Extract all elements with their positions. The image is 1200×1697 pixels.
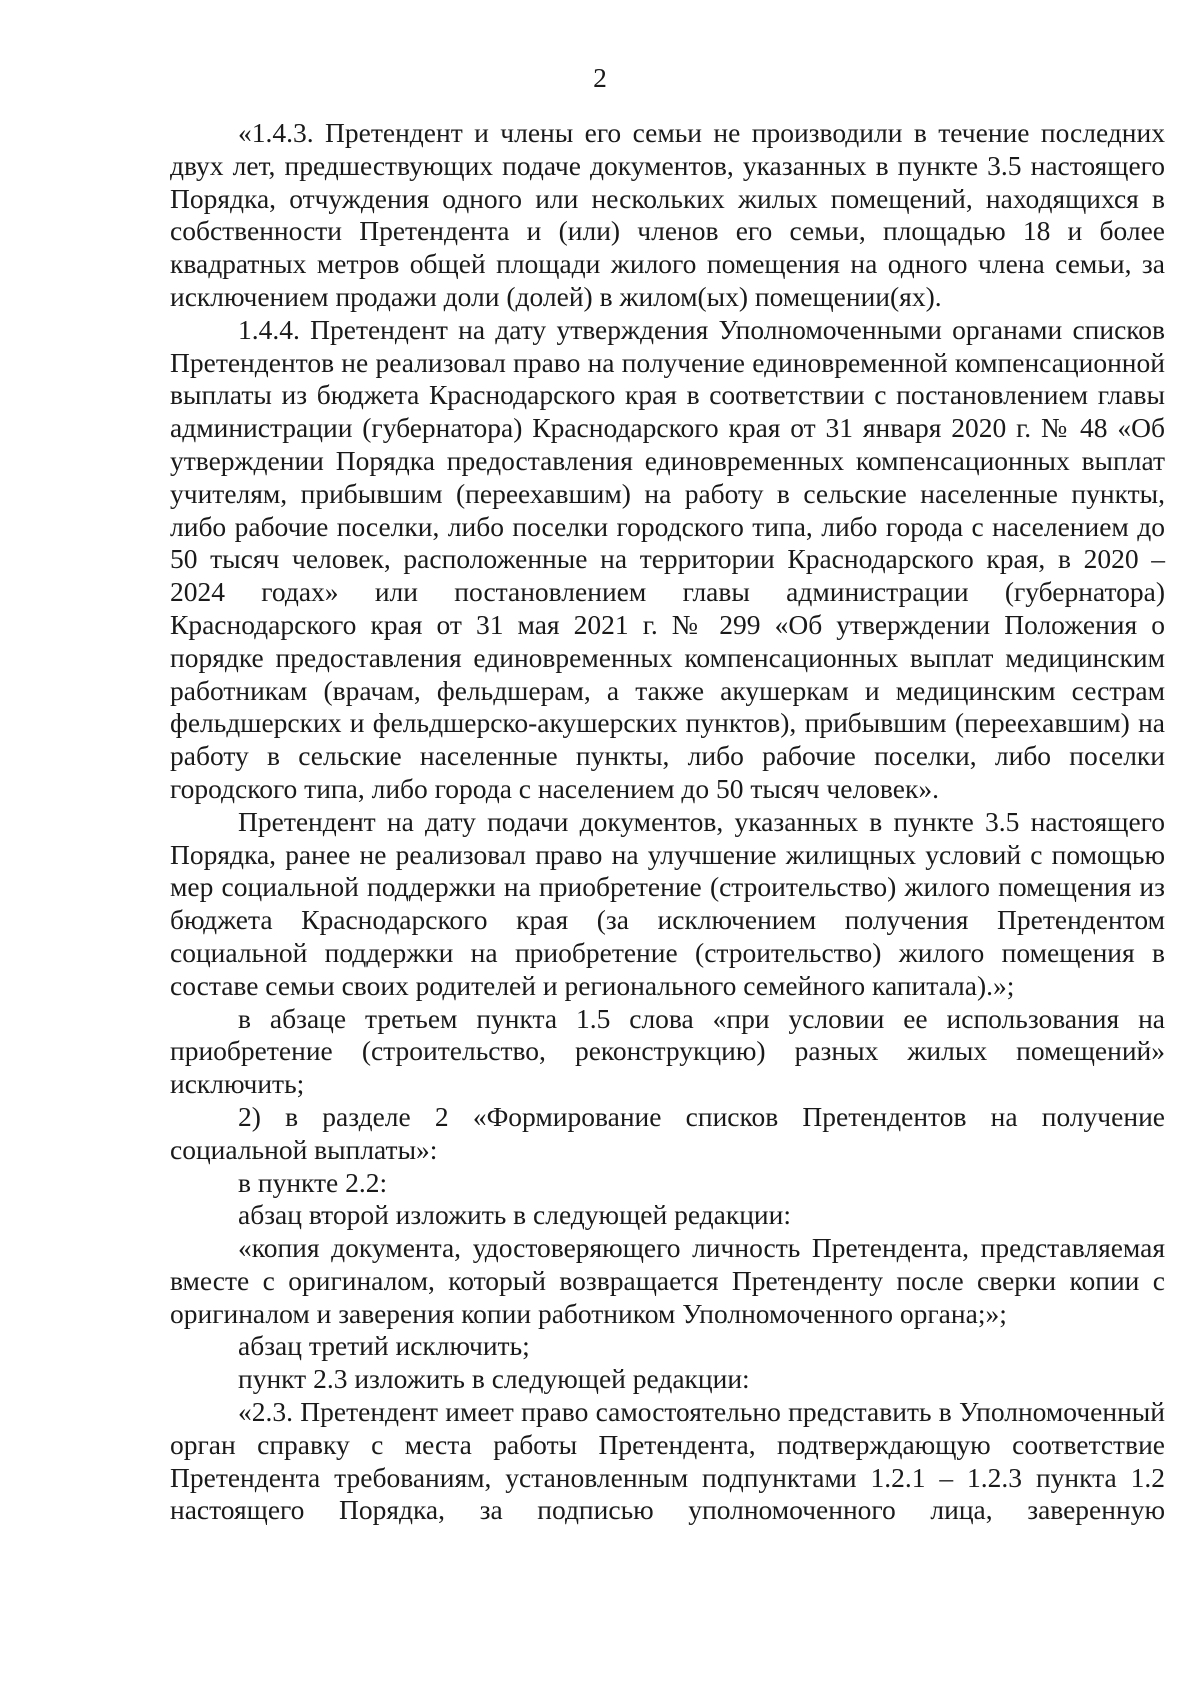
paragraph-applicant-housing: Претендент на дату подачи документов, указанных в пункте 3.5 настоящего Порядка, ранее не реализовал право на улучшение жилищных условий с помощью мер социальной поддержки на приобретение (строительство) жилого помещения из бюджета Краснодарского края (за исключением получения Претендентом социальной поддержки на приобретение (строительство) жилого помещения в составе семьи своих родителей и регионального семейного капитала).»; bbox=[170, 805, 1165, 1001]
paragraph-clause-1-5: в абзаце третьем пункта 1.5 слова «при условии ее использования на приобретение (строительство, реконструкцию) разных жилых помещений» исключить; bbox=[170, 1002, 1165, 1100]
document-body bbox=[170, 117, 1165, 1527]
page-number: 2 bbox=[593, 62, 607, 93]
paragraph-second-abzac: абзац второй изложить в следующей редакции: bbox=[238, 1199, 792, 1231]
paragraph-id-copy: «копия документа, удостоверяющего личность Претендента, представляемая вместе с оригиналом, который возвращается Претенденту после сверки копии с оригиналом и заверения копии работником Уполномоченного органа;»; bbox=[170, 1232, 1165, 1329]
paragraph-clause-2-3: «2.3. Претендент имеет право самостоятельно представить в Уполномоченный орган справку с места работы Претендента, подтверждающую соответствие Претендента требованиям, установленным подпунктами 1.2.1 – 1.2.3 пункта 1.2 настоящего Порядка, за подписью уполномоченного лица, заверенную bbox=[170, 1396, 1165, 1526]
paragraph-1-4-3: «1.4.3. Претендент и члены его семьи не производили в течение последних двух лет, предшествующих подаче документов, указанных в пункте 3.5 настоящего Порядка, отчуждения одного или нескольких жилых помещений, находящихся в собственности Претендента и (или) членов его семьи, площадью 18 и более квадратных метров общей площади жилого помещения на одного члена семьи, за исключением продажи доли (долей) в жилом(ых) помещении(ях). bbox=[170, 117, 1165, 312]
paragraph-1-4-4: 1.4.4. Претендент на дату утверждения Уполномоченными органами списков Претендентов не реализовал право на получение единовременной компенсационной выплаты из бюджета Краснодарского края в соответствии с постановлением главы администрации (губернатора) Краснодарского края от 31 января 2020 г. № 48 «Об утверждении Порядка предоставления единовременных компенсационных выплат учителям, прибывшим (переехавшим) на работу в сельские населенные пункты, либо рабочие поселки, либо поселки городского типа, либо города с населением до 50 тысяч человек, расположенные на территории Краснодарского края, в 2020 – 2024 годах» или постановлением главы администрации (губернатора) Краснодарского края от 31 мая 2021 г. № 299 «Об утверждении Положения о порядке предоставления единовременных компенсационных выплат медицинским работникам (врачам, фельдшерам, а также акушеркам и медицинским сестрам фельдшерских и фельдшерско-акушерских пунктов), прибывшим (переехавшим) на работу в сельские населенные пункты, либо рабочие поселки, либо поселки городского типа, либо города с населением до 50 тысяч человек». bbox=[170, 313, 1165, 804]
paragraph-clause-2-2: в пункте 2.2: bbox=[238, 1166, 388, 1198]
paragraph-clause-2-3-intro: пункт 2.3 изложить в следующей редакции: bbox=[238, 1363, 750, 1395]
paragraph-third-abzac: абзац третий исключить; bbox=[238, 1330, 530, 1362]
paragraph-section-2: 2) в разделе 2 «Формирование списков Претендентов на получение социальной выплаты»: bbox=[170, 1100, 1165, 1165]
